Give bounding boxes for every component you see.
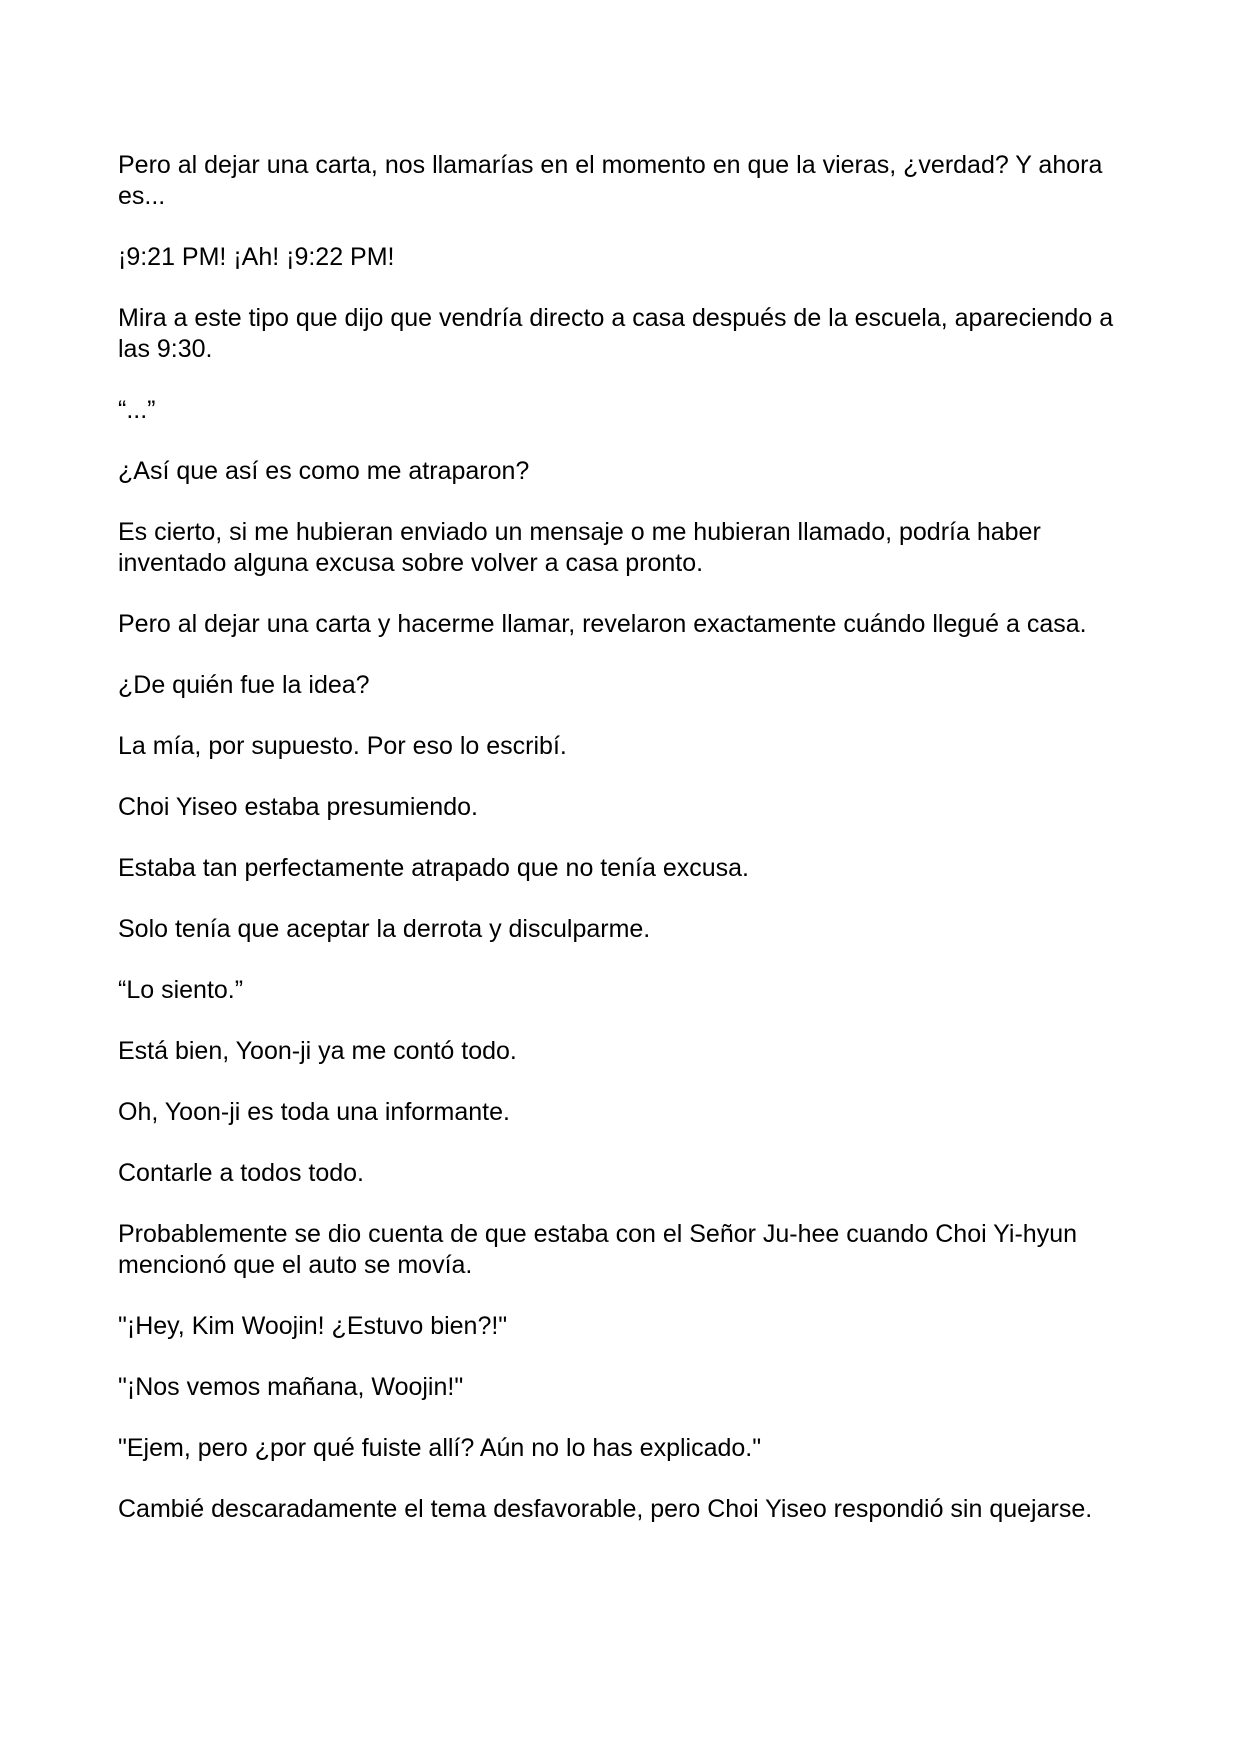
paragraph: La mía, por supuesto. Por eso lo escribí. [118, 732, 567, 760]
paragraph: Pero al dejar una carta, nos llamarías en el momento en que la vieras, ¿verdad? Y ahora es... [118, 151, 1103, 210]
document-body [118, 150, 1128, 1555]
paragraph: Solo tenía que aceptar la derrota y disculparme. [118, 915, 651, 943]
paragraph: “Lo siento.” [118, 976, 244, 1004]
paragraph: "¡Hey, Kim Woojin! ¿Estuvo bien?!" [118, 1312, 508, 1340]
paragraph: Cambié descaradamente el tema desfavorable, pero Choi Yiseo respondió sin quejarse. [118, 1495, 1093, 1523]
paragraph: Choi Yiseo estaba presumiendo. [118, 793, 478, 821]
paragraph: ¿De quién fue la idea? [118, 671, 370, 699]
paragraph: Pero al dejar una carta y hacerme llamar, revelaron exactamente cuándo llegué a casa. [118, 610, 1087, 638]
paragraph: Es cierto, si me hubieran enviado un mensaje o me hubieran llamado, podría haber inventado alguna excusa sobre volver a casa pronto. [118, 518, 1041, 577]
paragraph: ¿Así que así es como me atraparon? [118, 457, 530, 485]
paragraph: “...” [118, 396, 156, 424]
paragraph: Mira a este tipo que dijo que vendría directo a casa después de la escuela, apareciendo a las 9:30. [118, 304, 1114, 363]
paragraph: "¡Nos vemos mañana, Woojin!" [118, 1373, 464, 1401]
paragraph: ¡9:21 PM! ¡Ah! ¡9:22 PM! [118, 243, 395, 271]
paragraph: "Ejem, pero ¿por qué fuiste allí? Aún no lo has explicado." [118, 1434, 762, 1462]
paragraph: Está bien, Yoon-ji ya me contó todo. [118, 1037, 517, 1065]
paragraph: Estaba tan perfectamente atrapado que no tenía excusa. [118, 854, 749, 882]
paragraph: Oh, Yoon-ji es toda una informante. [118, 1098, 510, 1126]
paragraph: Contarle a todos todo. [118, 1159, 364, 1187]
paragraph: Probablemente se dio cuenta de que estaba con el Señor Ju-hee cuando Choi Yi-hyun mencionó que el auto se movía. [118, 1220, 1077, 1279]
